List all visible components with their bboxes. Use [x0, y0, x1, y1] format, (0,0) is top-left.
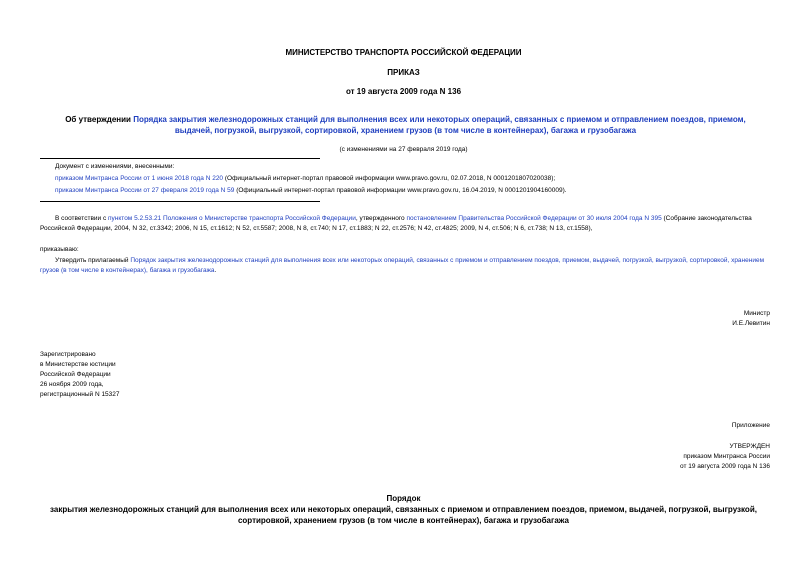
order-title [48, 114, 763, 136]
appendix-date: от 19 августа 2009 года N 136 [679, 463, 770, 470]
procedure-subtitle: закрытия железнодорожных станций для выполнения всех или некоторых операций, связанных с приемом и отправлением поездов, приемом, выдачей, погрузкой, выгрузкой, сортировкой, хранением грузов (в том числе в контейнерах), багажа и грузобагажа [50, 505, 757, 525]
approve-paragraph [40, 256, 770, 276]
amendments-note: (с изменениями на 27 февраля 2019 года) [339, 146, 468, 153]
changes-intro: Документ с изменениями, внесенными: [55, 163, 175, 170]
ministry-heading: МИНИСТЕРСТВО ТРАНСПОРТА РОССИЙСКОЙ ФЕДЕРАЦИИ [285, 48, 522, 57]
change-item-text: (Официальный интернет-портал правовой информации www.pravo.gov.ru, 16.04.2019, N 0001201904160009). [234, 187, 567, 194]
doc-type-heading: ПРИКАЗ [387, 68, 420, 77]
order-date-number: от 19 августа 2009 года N 136 [345, 87, 462, 96]
registration-line: Зарегистрировано [40, 351, 96, 358]
order-title-link[interactable]: Порядка закрытия железнодорожных станций для выполнения всех или некоторых операций, связанных с приемом и отправлением поездов, приемом, выдачей, погрузкой, выгрузкой, сортировкой, хранением грузов (в том числе в контейнерах), багажа и грузобагажа [133, 115, 746, 135]
appendix-approved: УТВЕРЖДЕН [729, 443, 770, 450]
preamble-text: (Собрание законодательства Российской Федерации, 2004, N 32, ст.3342; 2006, N 15, ст.1612; N 52, ст.5587; 2008, N 8, ст.740; N 17, ст.1883; N 22, ст.2576; N 42, ст.4825; 2009, N 4, ст.506; N 6, ст.738; N 13, ст.1558), [40, 215, 752, 232]
changes-top-rule [40, 158, 320, 159]
changes-block [55, 162, 775, 196]
preamble-link-resolution[interactable]: постановлением Правительства Российской Федерации от 30 июля 2004 года N 395 [406, 215, 662, 222]
change-item [55, 174, 775, 184]
approve-procedure-link[interactable]: Порядок закрытия железнодорожных станций для выполнения всех или некоторых операций, связанных с приемом и отправлением поездов, приемом, выдачей, погрузкой, выгрузкой, сортировкой, хранением грузов (в том числе в контейнерах), багажа и грузобагажа [40, 257, 765, 274]
change-item [55, 186, 775, 196]
approve-text: . [214, 267, 217, 274]
order-title-prefix: Об утверждении [65, 115, 134, 124]
change-item-link[interactable]: приказом Минтранса России от 27 февраля 2019 года N 59 [55, 187, 235, 194]
order-word: приказываю: [40, 246, 79, 253]
registration-line: 26 ноября 2009 года, [40, 381, 104, 388]
preamble-text: В соответствии с [55, 215, 109, 222]
appendix-label: Приложение [731, 422, 770, 429]
preamble-link-regulation[interactable]: пунктом 5.2.53.21 Положения о Министерстве транспорта Российской Федерации [108, 215, 356, 222]
appendix-by-order: приказом Минтранса России [683, 453, 770, 460]
procedure-title: Порядок [386, 494, 421, 503]
registration-line: регистрационный N 15327 [40, 391, 120, 398]
registration-line: Российской Федерации [40, 371, 111, 378]
change-item-text: (Официальный интернет-портал правовой информации www.pravo.gov.ru, 02.07.2018, N 0001201807020038); [223, 175, 556, 182]
preamble-text: , утвержденного [355, 215, 407, 222]
signature-position: Министр [743, 310, 770, 317]
registration-block [40, 350, 240, 400]
change-item-link[interactable]: приказом Минтранса России от 1 июня 2018 года N 220 [55, 175, 224, 182]
registration-line: в Министерстве юстиции [40, 361, 116, 368]
changes-bottom-rule [40, 201, 320, 202]
approve-text: Утвердить прилагаемый [55, 257, 131, 264]
preamble-paragraph [40, 214, 770, 234]
signature-name: И.Е.Левитин [732, 320, 770, 327]
